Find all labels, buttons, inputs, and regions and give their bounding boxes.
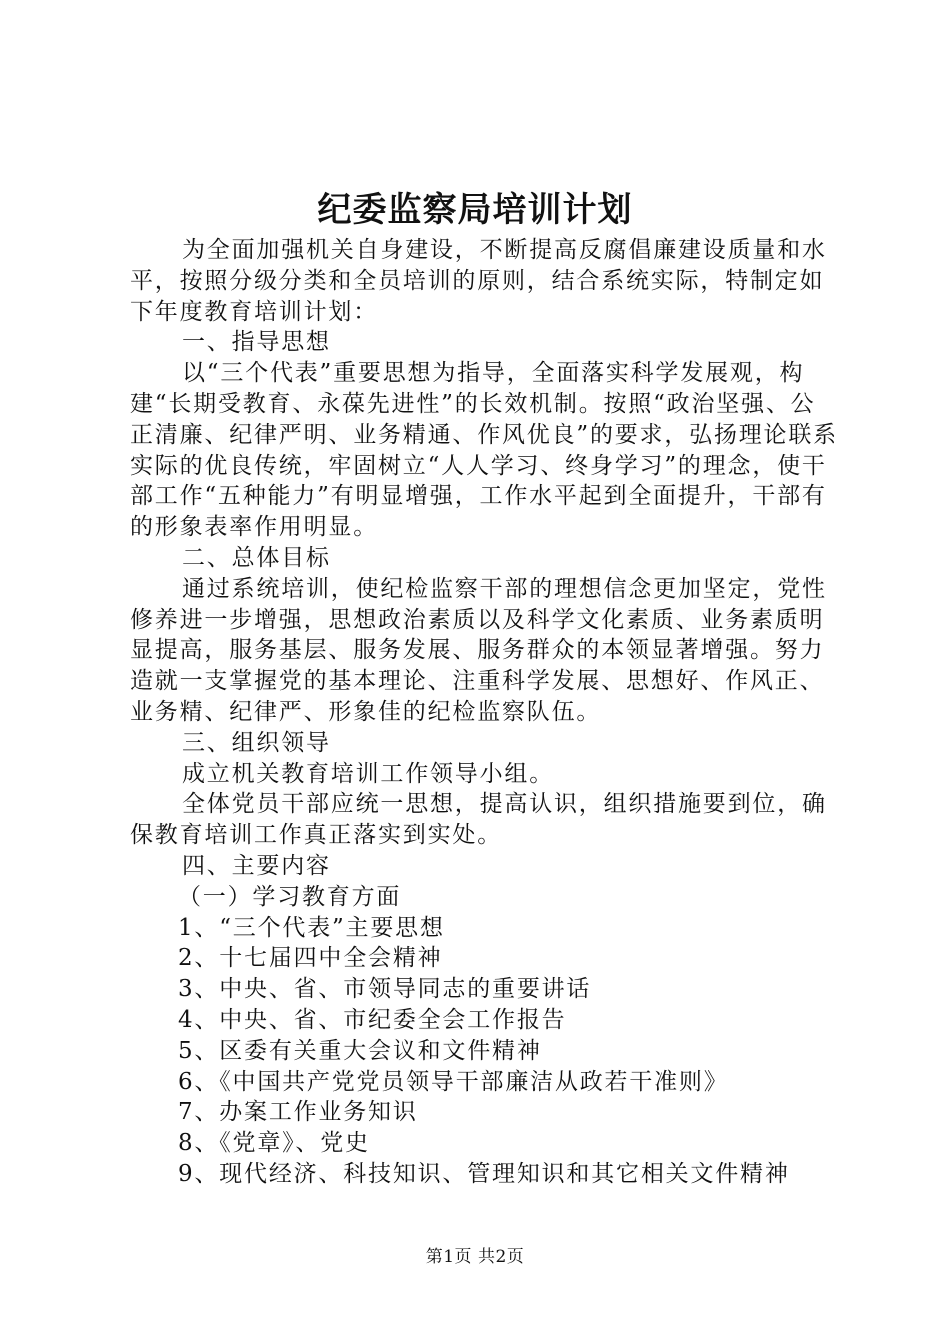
list-item: 4、中央、省、市纪委全会工作报告 (178, 1006, 567, 1033)
list-item: 8、《党章》、党史 (178, 1130, 370, 1157)
organization-paragraph-2: 全体党员干部应统一思想，提高认识，组织措施要到位，确保教育培训工作真正落实到实处。 (130, 791, 827, 849)
guiding-thought-paragraph: 以“三个代表”重要思想为指导，全面落实科学发展观，构建“长期受教育、永葆先进性”的长效机制。按照“政治坚强、公正清廉、纪律严明、业务精通、作风优良”的要求，弘扬理论联系实际的优良传统，牢固树立“人人学习、终身学习”的理念，使干部工作“五种能力”有明显增强，工作水平起到全面提升，干部有的形象表率作用明显。 (130, 360, 838, 541)
section-heading-4: 四、主要内容 (182, 852, 331, 879)
overall-goal-paragraph: 通过系统培训，使纪检监察干部的理想信念更加坚定，党性修养进一步增强，思想政治素质以及科学文化素质、业务素质明显提高，服务基层、服务发展、服务群众的本领显著增强。努力造就一支掌握党的基本理论、注重科学发展、思想好、作风正、业务精、纪律严、形象佳的纪检监察队伍。 (130, 575, 827, 725)
subsection-heading-1: （一）学习教育方面 (178, 883, 402, 910)
list-item: 9、现代经济、科技知识、管理知识和其它相关文件精神 (178, 1160, 790, 1187)
list-item: 3、中央、省、市领导同志的重要讲话 (178, 976, 592, 1003)
list-item: 6、《中国共产党党员领导干部廉洁从政若干准则》 (178, 1068, 729, 1095)
organization-paragraph-1: 成立机关教育培训工作领导小组。 (182, 760, 554, 787)
document-body (130, 235, 840, 1190)
document-title: 纪委监察局培训计划 (317, 190, 633, 230)
section-heading-1: 一、指导思想 (182, 329, 331, 356)
section-heading-3: 三、组织领导 (182, 729, 331, 756)
list-item: 2、十七届四中全会精神 (178, 945, 443, 972)
intro-paragraph: 为全面加强机关自身建设，不断提高反腐倡廉建设质量和水平，按照分级分类和全员培训的原则，结合系统实际，特制定如下年度教育培训计划： (130, 237, 827, 325)
page-number-footer: 第1页 共2页 (425, 1247, 525, 1267)
list-item: 1、“三个代表”主要思想 (178, 914, 445, 941)
list-item: 5、区委有关重大会议和文件精神 (178, 1037, 542, 1064)
section-heading-2: 二、总体目标 (182, 544, 331, 571)
list-item: 7、办案工作业务知识 (178, 1099, 418, 1126)
